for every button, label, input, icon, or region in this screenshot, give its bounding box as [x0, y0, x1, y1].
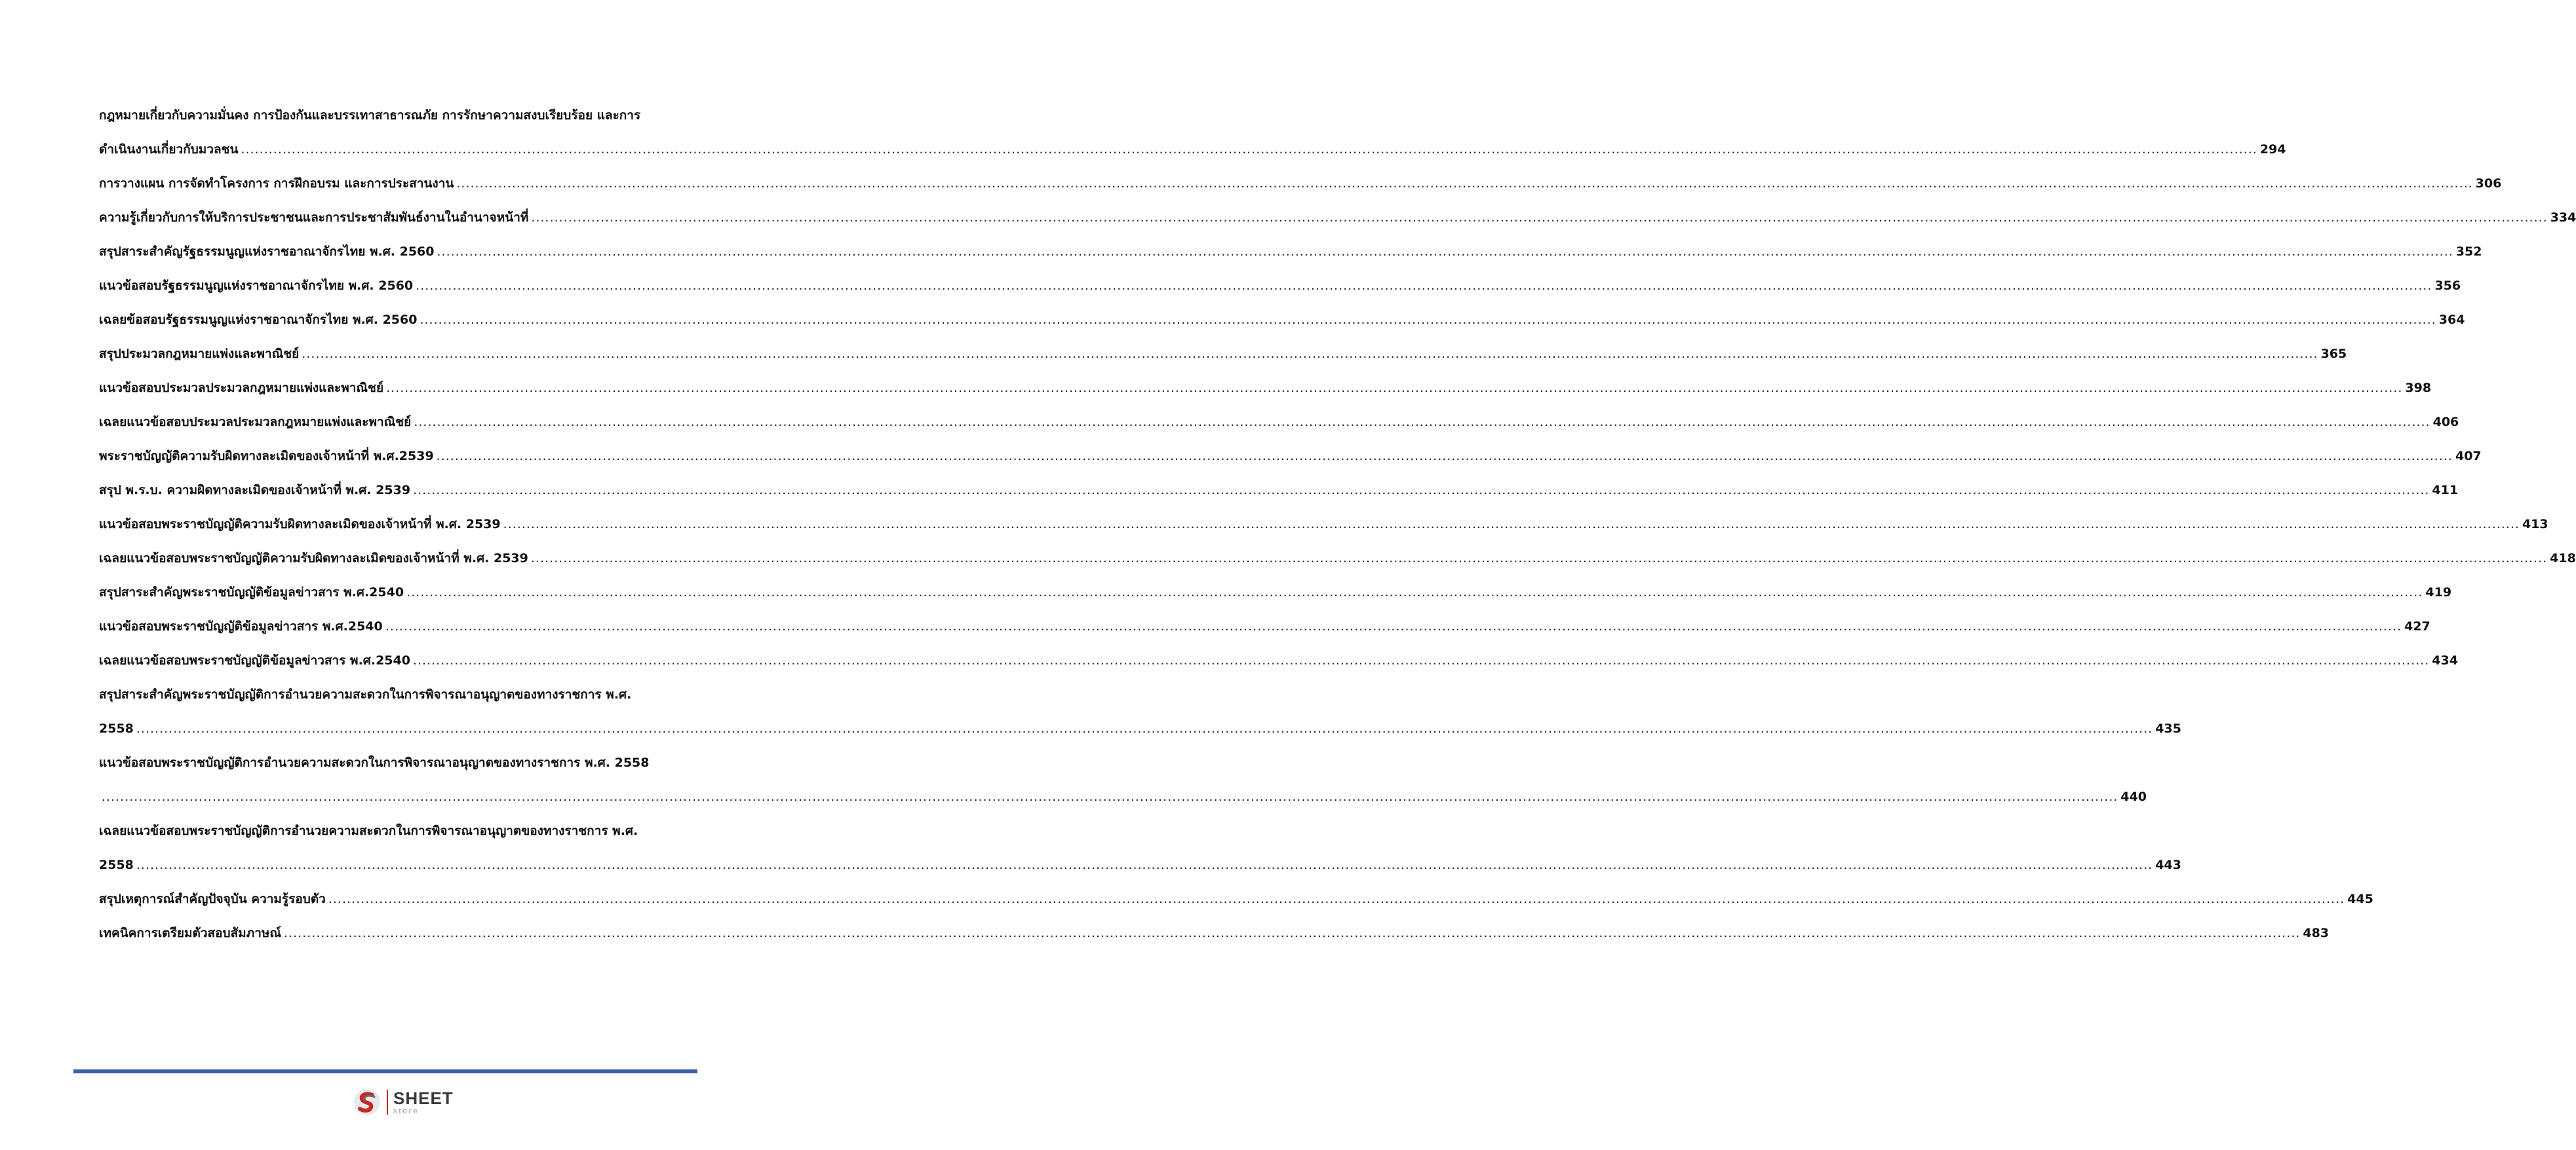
- toc-page-number: 445: [2347, 892, 2373, 906]
- toc-entry[interactable]: [99, 98, 2286, 166]
- dot-leader: [406, 575, 2423, 609]
- dot-leader: [414, 405, 2430, 439]
- toc-entry-title: เฉลยแนวข้อสอบพระราชบัญญัติการอำนวยความสะดวกในการพิจารณาอนุญาตของทางราชการ พ.ศ.: [99, 824, 638, 838]
- toc-entry[interactable]: [99, 643, 2458, 678]
- toc-entry-title: ความรู้เกี่ยวกับการให้บริการประชาชนและการประชาสัมพันธ์งานในอำนาจหน้าที่: [99, 210, 529, 225]
- toc-page-number: 356: [2434, 278, 2461, 293]
- toc-page-number: 406: [2432, 415, 2459, 429]
- toc-entry-title: แนวข้อสอบพระราชบัญญัติข้อมูลข่าวสาร พ.ศ.2540: [99, 619, 383, 634]
- toc-page-number: 435: [2155, 721, 2181, 736]
- toc-page-number: 427: [2404, 619, 2430, 634]
- dot-leader: [420, 303, 2436, 337]
- toc-entry-title: การวางแผน การจัดทำโครงการ การฝึกอบรม และการประสานงาน: [99, 176, 454, 191]
- dot-leader: [413, 643, 2429, 678]
- toc-page-number: 334: [2550, 210, 2576, 225]
- dot-leader: [531, 541, 2547, 575]
- toc-entry-title: แนวข้อสอบรัฐธรรมนูญแห่งราชอาณาจักรไทย พ.ศ. 2560: [99, 278, 414, 293]
- toc-entry[interactable]: [99, 405, 2459, 439]
- toc-page-number: 365: [2320, 347, 2347, 361]
- toc-page-number: 352: [2455, 244, 2482, 259]
- toc-entry[interactable]: [99, 746, 2147, 814]
- dot-leader: [386, 371, 2402, 405]
- footer-divider: [73, 1069, 697, 1073]
- toc-entry[interactable]: [99, 575, 2452, 609]
- toc-entry[interactable]: [99, 916, 2330, 950]
- toc-entry-title: แนวข้อสอบพระราชบัญญัติความรับผิดทางละเมิดของเจ้าหน้าที่ พ.ศ. 2539: [99, 517, 501, 531]
- dot-leader: [136, 848, 2153, 882]
- toc-page-number: 407: [2455, 449, 2482, 463]
- toc-entry[interactable]: [99, 678, 2181, 746]
- toc-page-number: 413: [2522, 517, 2548, 531]
- sheet-logo-icon: [353, 1088, 381, 1117]
- toc-entry-title: สรุปสาระสำคัญพระราชบัญญัติข้อมูลข่าวสาร พ.ศ.2540: [99, 585, 404, 600]
- dot-leader: [437, 235, 2453, 269]
- toc-page-number: 364: [2438, 313, 2465, 327]
- toc-entry-title: แนวข้อสอบพระราชบัญญัติการอำนวยความสะดวกในการพิจารณาอนุญาตของทางราชการ พ.ศ. 2558: [99, 756, 650, 770]
- toc-page-number: 398: [2405, 381, 2432, 395]
- toc-entry[interactable]: [99, 541, 2576, 575]
- dot-leader: [328, 882, 2345, 916]
- toc-entry-title: สรุปสาระสำคัญพระราชบัญญัติการอำนวยความสะดวกในการพิจารณาอนุญาตของทางราชการ พ.ศ.: [99, 687, 632, 702]
- toc-page-number: 483: [2303, 926, 2330, 940]
- toc-page-number: 306: [2475, 176, 2502, 191]
- toc-entry-title: ดำเนินงานเกี่ยวกับมวลชน: [99, 142, 239, 157]
- toc-entry-title: พระราชบัญญัติความรับผิดทางละเมิดของเจ้าหน้าที่ พ.ศ.2539: [99, 449, 434, 463]
- toc-page-number: 411: [2432, 483, 2459, 497]
- toc-page-number: 419: [2425, 585, 2452, 600]
- toc-entry[interactable]: [99, 337, 2347, 371]
- toc-entry-title: 2558: [99, 858, 134, 872]
- toc-entry[interactable]: [99, 507, 2548, 541]
- toc-entry-title: เทคนิคการเตรียมตัวสอบสัมภาษณ์: [99, 926, 282, 940]
- toc-entry-title: เฉลยแนวข้อสอบพระราชบัญญัติความรับผิดทางละเมิดของเจ้าหน้าที่ พ.ศ. 2539: [99, 551, 528, 565]
- toc-page-number: 434: [2432, 653, 2458, 668]
- dot-leader: [136, 712, 2153, 746]
- dot-leader: [503, 507, 2520, 541]
- toc-entry-title: สรุปสาระสำคัญรัฐธรรมนูญแห่งราชอาณาจักรไทย พ.ศ. 2560: [99, 244, 435, 259]
- toc-page-number: 440: [2120, 790, 2147, 804]
- toc-entry[interactable]: [99, 609, 2430, 643]
- logo-divider: [387, 1090, 388, 1115]
- toc-entry-title: เฉลยแนวข้อสอบพระราชบัญญัติข้อมูลข่าวสาร พ.ศ.2540: [99, 653, 410, 668]
- toc-page-number: 418: [2550, 551, 2576, 565]
- toc-entry-title: 2558: [99, 721, 134, 736]
- toc-entry[interactable]: [99, 201, 2576, 235]
- logo-wordmark: SHEET: [393, 1088, 454, 1108]
- toc-entry[interactable]: [99, 473, 2459, 507]
- dot-leader: [437, 439, 2453, 473]
- toc-entry[interactable]: [99, 269, 2461, 303]
- toc-entry-title: กฎหมายเกี่ยวกับความมั่นคง การป้องกันและบรรเทาสาธารณภัย การรักษาความสงบเรียบร้อย และการ: [99, 108, 641, 123]
- dot-leader: [416, 269, 2432, 303]
- toc-entry[interactable]: [99, 439, 2482, 473]
- toc-entry-title: เฉลยแนวข้อสอบประมวลประมวลกฎหมายแพ่งและพาณิชย์: [99, 415, 412, 429]
- brand-logo: [353, 1088, 454, 1117]
- dot-leader: [413, 473, 2429, 507]
- toc-entry[interactable]: [99, 882, 2373, 916]
- dot-leader: [302, 337, 2318, 371]
- dot-leader: [531, 201, 2547, 235]
- toc-entry[interactable]: [99, 235, 2482, 269]
- toc-entry[interactable]: [99, 814, 2181, 882]
- toc-entry[interactable]: [99, 166, 2502, 201]
- toc-page-number: 294: [2259, 142, 2286, 157]
- dot-leader: [241, 132, 2257, 166]
- dot-leader: [284, 916, 2300, 950]
- toc-entry[interactable]: [99, 303, 2465, 337]
- toc-entry-title: สรุป พ.ร.บ. ความผิดทางละเมิดของเจ้าหน้าที่ พ.ศ. 2539: [99, 483, 411, 497]
- dot-leader: [102, 780, 2118, 814]
- toc-entry-title: สรุปประมวลกฎหมายแพ่งและพาณิชย์: [99, 347, 300, 361]
- dot-leader: [456, 166, 2472, 201]
- toc-entry[interactable]: [99, 371, 2432, 405]
- table-of-contents: [99, 98, 2576, 950]
- dot-leader: [385, 609, 2402, 643]
- logo-subtext: store: [393, 1107, 420, 1115]
- toc-page-number: 443: [2155, 858, 2181, 872]
- toc-entry-title: เฉลยข้อสอบรัฐธรรมนูญแห่งราชอาณาจักรไทย พ.ศ. 2560: [99, 313, 418, 327]
- toc-entry-title: แนวข้อสอบประมวลประมวลกฎหมายแพ่งและพาณิชย์: [99, 381, 384, 395]
- toc-entry-title: สรุปเหตุการณ์สำคัญปัจจุบัน ความรู้รอบตัว: [99, 892, 326, 906]
